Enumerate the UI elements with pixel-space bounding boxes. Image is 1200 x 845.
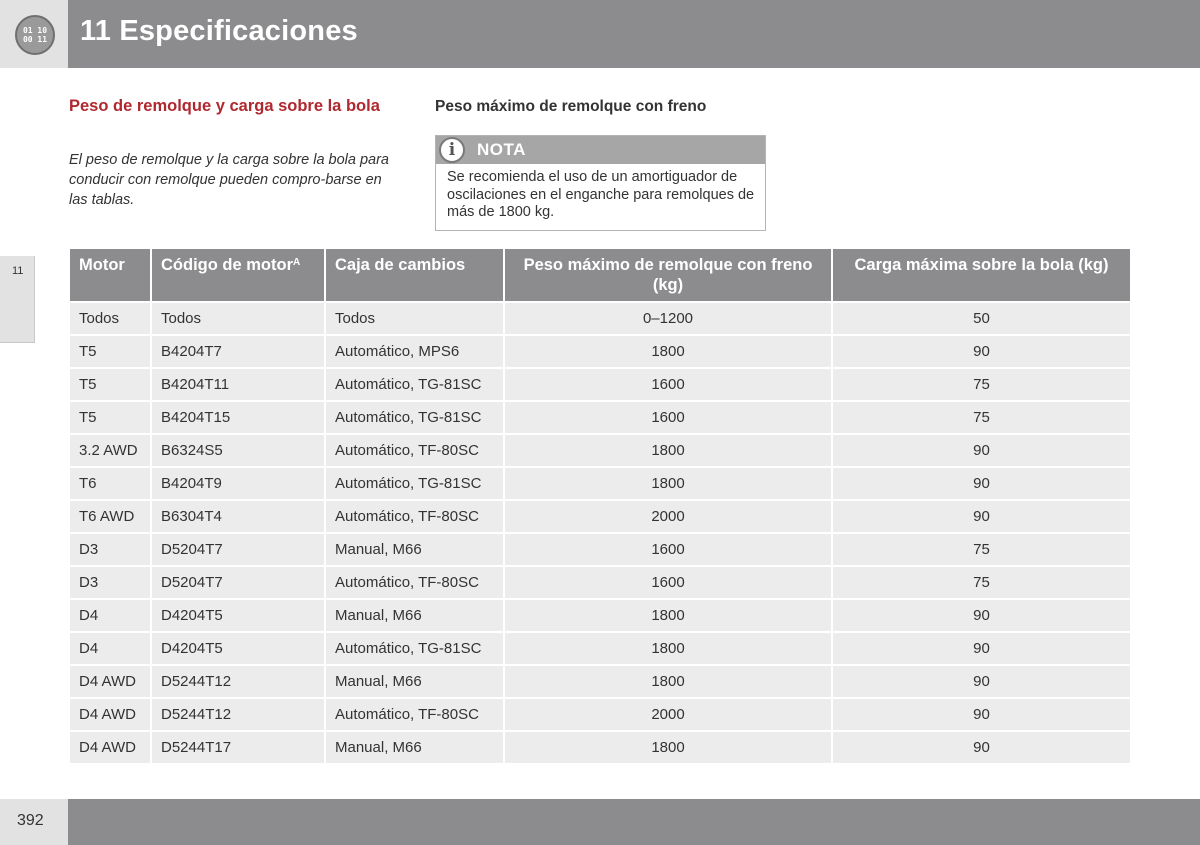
cell-engine-code: D5244T12 [152, 699, 324, 730]
cell-max-trailer-weight: 2000 [505, 501, 831, 532]
cell-max-ball-load: 75 [833, 369, 1130, 400]
chapter-badge-icon: 01 10 00 11 [15, 15, 55, 55]
header-engine-code-label: Código de motor [161, 256, 293, 274]
cell-motor: T6 [70, 468, 150, 499]
info-icon: i [439, 137, 465, 163]
cell-gearbox: Automático, TG-81SC [326, 402, 503, 433]
cell-max-ball-load: 90 [833, 468, 1130, 499]
header-max-trailer-weight: Peso máximo de remolque con freno (kg) [505, 249, 831, 301]
cell-max-trailer-weight: 1800 [505, 468, 831, 499]
cell-max-ball-load: 75 [833, 567, 1130, 598]
cell-gearbox: Automático, MPS6 [326, 336, 503, 367]
header-gearbox: Caja de cambios [326, 249, 503, 301]
cell-motor: T5 [70, 369, 150, 400]
cell-motor: D4 [70, 600, 150, 631]
table-row [70, 303, 1130, 334]
table-row [70, 699, 1130, 730]
cell-engine-code: B4204T11 [152, 369, 324, 400]
cell-max-ball-load: 90 [833, 600, 1130, 631]
cell-max-trailer-weight: 1600 [505, 567, 831, 598]
cell-max-ball-load: 90 [833, 666, 1130, 697]
cell-max-trailer-weight: 1800 [505, 435, 831, 466]
cell-gearbox: Automático, TF-80SC [326, 699, 503, 730]
cell-max-ball-load: 90 [833, 732, 1130, 763]
cell-max-trailer-weight: 0–1200 [505, 303, 831, 334]
cell-gearbox: Manual, M66 [326, 600, 503, 631]
cell-engine-code: D5204T7 [152, 567, 324, 598]
cell-gearbox: Automático, TG-81SC [326, 369, 503, 400]
table-row [70, 600, 1130, 631]
cell-engine-code: D4204T5 [152, 633, 324, 664]
chapter-title: 11 Especificaciones [80, 15, 358, 47]
cell-max-trailer-weight: 1800 [505, 666, 831, 697]
cell-engine-code: B6324S5 [152, 435, 324, 466]
table-body [70, 303, 1130, 763]
cell-max-ball-load: 50 [833, 303, 1130, 334]
cell-engine-code: B6304T4 [152, 501, 324, 532]
cell-max-ball-load: 90 [833, 435, 1130, 466]
table-row [70, 534, 1130, 565]
cell-engine-code: B4204T9 [152, 468, 324, 499]
table-row [70, 336, 1130, 367]
cell-max-trailer-weight: 2000 [505, 699, 831, 730]
cell-max-trailer-weight: 1600 [505, 369, 831, 400]
cell-motor: D4 AWD [70, 666, 150, 697]
cell-motor: D3 [70, 534, 150, 565]
cell-max-trailer-weight: 1600 [505, 534, 831, 565]
table-row [70, 633, 1130, 664]
header-max-ball-load: Carga máxima sobre la bola (kg) [833, 249, 1130, 301]
cell-gearbox: Automático, TG-81SC [326, 468, 503, 499]
footnote-marker: A [292, 257, 301, 268]
cell-motor: D3 [70, 567, 150, 598]
cell-engine-code: Todos [152, 303, 324, 334]
cell-motor: Todos [70, 303, 150, 334]
cell-max-trailer-weight: 1800 [505, 633, 831, 664]
table-row [70, 468, 1130, 499]
cell-motor: D4 AWD [70, 699, 150, 730]
cell-max-trailer-weight: 1800 [505, 336, 831, 367]
cell-max-trailer-weight: 1800 [505, 600, 831, 631]
cell-max-ball-load: 90 [833, 699, 1130, 730]
cell-max-ball-load: 90 [833, 501, 1130, 532]
cell-max-ball-load: 75 [833, 534, 1130, 565]
max-trailer-heading: Peso máximo de remolque con freno [435, 98, 707, 115]
cell-motor: T6 AWD [70, 501, 150, 532]
table-row [70, 501, 1130, 532]
table-row [70, 732, 1130, 763]
cell-gearbox: Manual, M66 [326, 732, 503, 763]
note-text: Se recomienda el uso de un amortiguador de oscilaciones en el enganche para remolques de más de 1800 kg. [447, 169, 755, 220]
cell-gearbox: Automático, TF-80SC [326, 501, 503, 532]
cell-engine-code: D4204T5 [152, 600, 324, 631]
cell-motor: T5 [70, 336, 150, 367]
cell-engine-code: D5244T12 [152, 666, 324, 697]
cell-gearbox: Manual, M66 [326, 666, 503, 697]
cell-max-trailer-weight: 1600 [505, 402, 831, 433]
intro-text: El peso de remolque y la carga sobre la bola para conducir con remolque pueden compro-barse en las tablas. [69, 152, 389, 208]
footer-bar [68, 799, 1200, 845]
trailer-weight-table [68, 247, 1132, 765]
table-row [70, 402, 1130, 433]
note-box [435, 135, 766, 231]
table-row [70, 435, 1130, 466]
cell-engine-code: D5244T17 [152, 732, 324, 763]
header-engine-code [152, 249, 324, 301]
page-number: 392 [17, 812, 44, 829]
cell-motor: 3.2 AWD [70, 435, 150, 466]
cell-gearbox: Todos [326, 303, 503, 334]
cell-max-ball-load: 90 [833, 633, 1130, 664]
cell-gearbox: Automático, TG-81SC [326, 633, 503, 664]
cell-gearbox: Manual, M66 [326, 534, 503, 565]
cell-max-ball-load: 90 [833, 336, 1130, 367]
table-row [70, 369, 1130, 400]
note-header [436, 136, 765, 164]
table-header-row [70, 249, 1130, 301]
cell-engine-code: B4204T15 [152, 402, 324, 433]
note-label: NOTA [477, 140, 526, 159]
cell-motor: T5 [70, 402, 150, 433]
cell-gearbox: Automático, TF-80SC [326, 567, 503, 598]
cell-motor: D4 [70, 633, 150, 664]
cell-max-ball-load: 75 [833, 402, 1130, 433]
table-row [70, 567, 1130, 598]
cell-gearbox: Automático, TF-80SC [326, 435, 503, 466]
header-motor: Motor [70, 249, 150, 301]
table-row [70, 666, 1130, 697]
section-heading: Peso de remolque y carga sobre la bola [69, 97, 380, 115]
side-chapter-tab-label: 11 [12, 265, 24, 277]
cell-engine-code: D5204T7 [152, 534, 324, 565]
cell-max-trailer-weight: 1800 [505, 732, 831, 763]
cell-engine-code: B4204T7 [152, 336, 324, 367]
cell-motor: D4 AWD [70, 732, 150, 763]
